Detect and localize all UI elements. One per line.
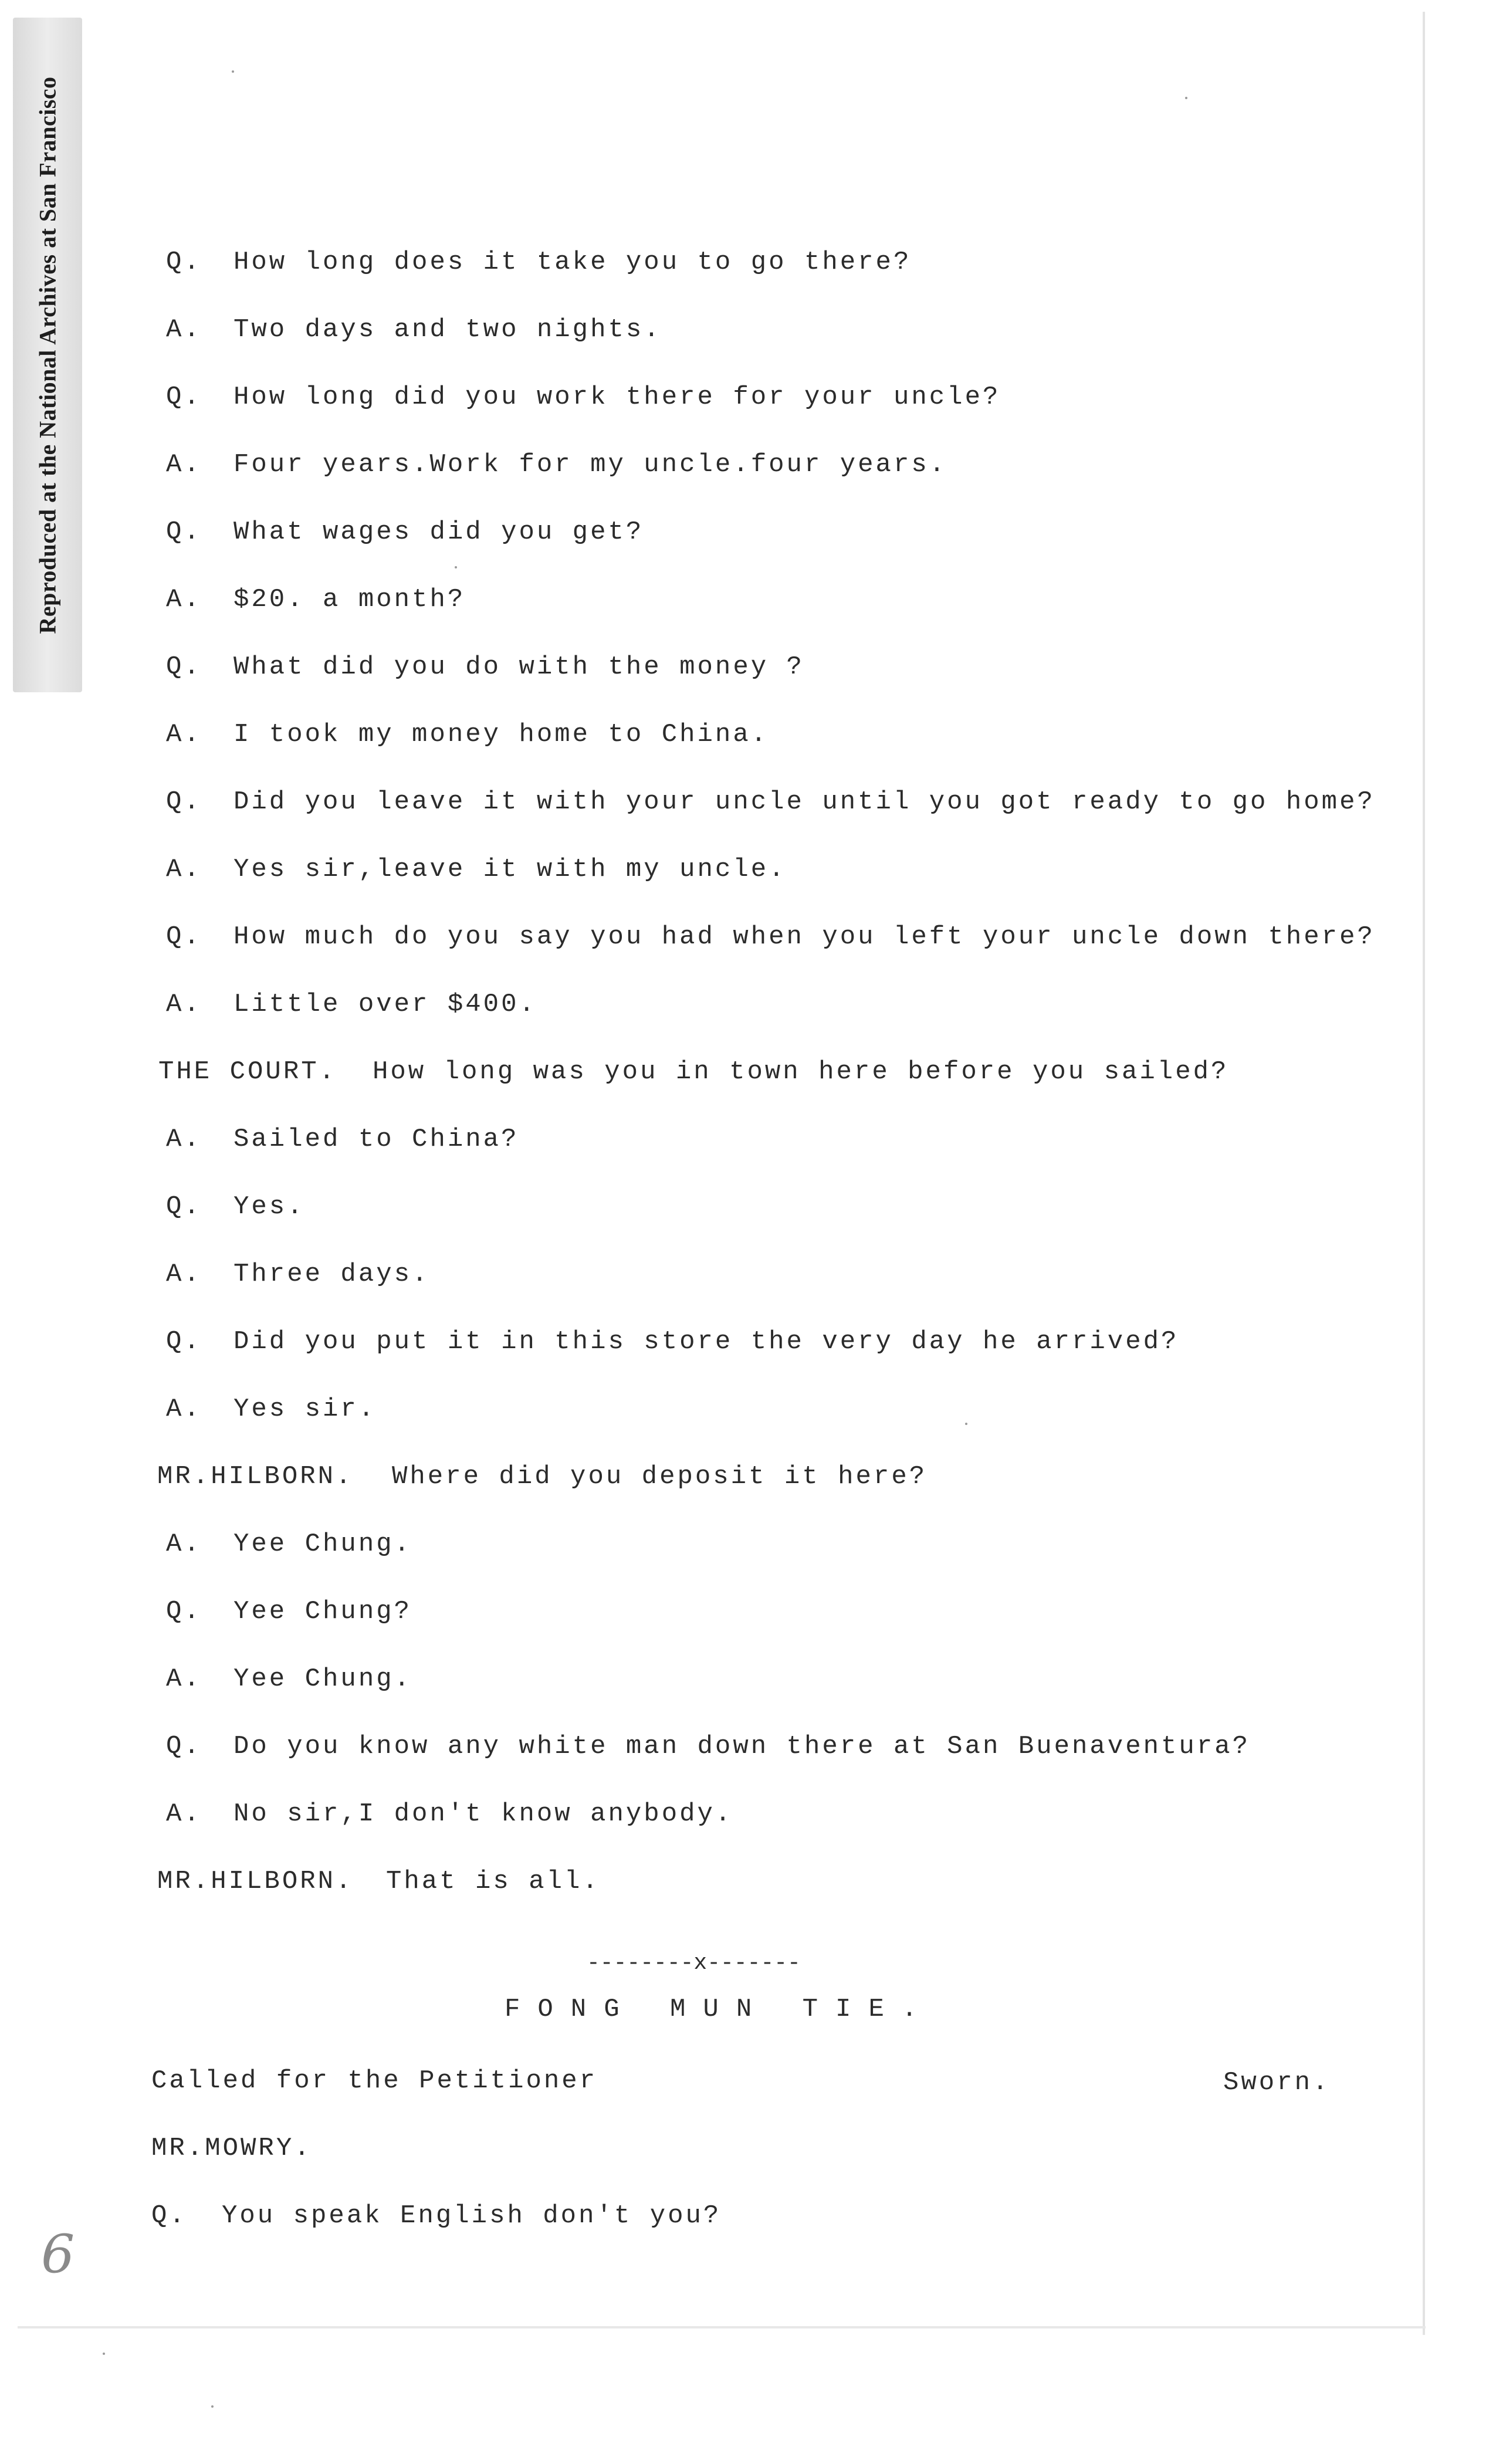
page-number: 6 bbox=[41, 2223, 75, 2285]
line-text: Do you know any white man down there at San Buenaventura? bbox=[233, 1732, 1251, 1761]
transcript-line bbox=[166, 654, 804, 680]
speaker-label: Q. bbox=[166, 1597, 202, 1626]
transcript-line bbox=[158, 1059, 1228, 1085]
line-text: How long did you work there for your uncle? bbox=[233, 383, 1001, 412]
speaker-label: MR.HILBORN. bbox=[157, 1867, 354, 1896]
transcript-line bbox=[166, 1396, 376, 1422]
speaker-label: A. bbox=[166, 585, 202, 614]
speaker-label: Q. bbox=[151, 2201, 187, 2231]
line-text: Did you leave it with your uncle until you got ready to go home? bbox=[233, 787, 1375, 817]
transcript-line bbox=[166, 519, 644, 545]
speaker-label: Q. bbox=[166, 652, 202, 682]
line-text: I took my money home to China. bbox=[233, 720, 769, 749]
line-text: You speak English don't you? bbox=[222, 2201, 722, 2231]
section-divider: --------x------- bbox=[587, 1951, 801, 1976]
line-text: Little over $400. bbox=[233, 990, 537, 1019]
speaker-label: Q. bbox=[166, 383, 202, 412]
transcript-line bbox=[166, 249, 911, 275]
sworn-note: Sworn. bbox=[1223, 2068, 1331, 2097]
line-text: How much do you say you had when you left your uncle down there? bbox=[233, 922, 1375, 952]
line-text: That is all. bbox=[386, 1867, 600, 1896]
speaker-label: Q. bbox=[166, 1732, 202, 1761]
transcript-line bbox=[157, 1464, 927, 1490]
transcript-line bbox=[166, 991, 537, 1017]
speaker-label: MR.HILBORN. bbox=[157, 1462, 354, 1491]
line-text: Yes sir. bbox=[233, 1395, 377, 1424]
transcript-line bbox=[166, 1329, 1179, 1355]
speaker-label: A. bbox=[166, 855, 202, 884]
speaker-label: A. bbox=[166, 1529, 202, 1559]
paper-speck bbox=[211, 2405, 214, 2408]
transcript-line bbox=[166, 1801, 733, 1827]
paper-speck bbox=[455, 566, 457, 568]
transcript-line bbox=[157, 1869, 600, 1894]
line-text: Yee Chung. bbox=[233, 1529, 412, 1559]
transcript-line bbox=[166, 1666, 412, 1692]
witness-name: FONG MUN TIE. bbox=[505, 1995, 935, 2024]
line-text: Yes. bbox=[233, 1192, 305, 1221]
transcript-line bbox=[166, 857, 787, 882]
line-text: Where did you deposit it here? bbox=[392, 1462, 928, 1491]
transcript-line bbox=[166, 587, 465, 612]
speaker-label: Q. bbox=[166, 787, 202, 817]
line-text: $20. a month? bbox=[233, 585, 466, 614]
paper-speck bbox=[965, 1423, 967, 1425]
speaker-label: A. bbox=[166, 1125, 202, 1154]
line-text: No sir,I don't know anybody. bbox=[233, 1799, 733, 1829]
speaker-label: A. bbox=[166, 450, 202, 479]
speaker-label: Q. bbox=[166, 1327, 202, 1356]
archive-stamp-text: Reproduced at the National Archives at San Francisco bbox=[34, 76, 61, 634]
line-text: Yes sir,leave it with my uncle. bbox=[233, 855, 787, 884]
speaker-label: Q. bbox=[166, 517, 202, 547]
line-text: Yee Chung. bbox=[233, 1664, 412, 1694]
speaker-label: A. bbox=[166, 1664, 202, 1694]
line-text: What wages did you get? bbox=[233, 517, 644, 547]
transcript-line bbox=[166, 1599, 412, 1624]
paper-speck bbox=[232, 70, 234, 73]
called-for-line: Called for the Petitioner bbox=[151, 2066, 598, 2096]
transcript-line bbox=[166, 317, 662, 343]
speaker-label: THE COURT. bbox=[158, 1057, 337, 1087]
speaker-label: A. bbox=[166, 720, 202, 749]
transcript-line bbox=[166, 452, 947, 478]
speaker-label: Q. bbox=[166, 248, 202, 277]
transcript-line bbox=[166, 1126, 519, 1152]
line-text: Did you put it in this store the very day he arrived? bbox=[233, 1327, 1179, 1356]
line-text: How long does it take you to go there? bbox=[233, 248, 912, 277]
paper-edge-bottom bbox=[18, 2326, 1426, 2328]
paper-speck bbox=[1185, 97, 1187, 99]
examiner-label: MR.MOWRY. bbox=[151, 2134, 312, 2163]
speaker-label: Q. bbox=[166, 1192, 202, 1221]
speaker-label: A. bbox=[166, 1799, 202, 1829]
line-text: What did you do with the money ? bbox=[233, 652, 804, 682]
transcript-line bbox=[151, 2203, 721, 2229]
speaker-label: A. bbox=[166, 1395, 202, 1424]
transcript-line bbox=[166, 384, 1000, 410]
transcript-line bbox=[166, 1531, 412, 1557]
line-text: Three days. bbox=[233, 1260, 430, 1289]
line-text: Two days and two nights. bbox=[233, 315, 662, 344]
paper-speck bbox=[103, 2353, 105, 2355]
line-text: Four years.Work for my uncle.four years. bbox=[233, 450, 947, 479]
speaker-label: A. bbox=[166, 315, 202, 344]
speaker-label: A. bbox=[166, 990, 202, 1019]
transcript-line bbox=[166, 722, 769, 747]
transcript-line bbox=[166, 924, 1375, 950]
line-text: Sailed to China? bbox=[233, 1125, 519, 1154]
line-text: Yee Chung? bbox=[233, 1597, 412, 1626]
archive-stamp bbox=[13, 18, 82, 692]
paper-edge bbox=[1423, 12, 1425, 2335]
speaker-label: A. bbox=[166, 1260, 202, 1289]
line-text: How long was you in town here before you sailed? bbox=[373, 1057, 1229, 1087]
transcript-line bbox=[166, 1734, 1250, 1759]
transcript-line bbox=[166, 1194, 305, 1220]
transcript-line bbox=[166, 789, 1375, 815]
speaker-label: Q. bbox=[166, 922, 202, 952]
transcript-line bbox=[166, 1261, 429, 1287]
